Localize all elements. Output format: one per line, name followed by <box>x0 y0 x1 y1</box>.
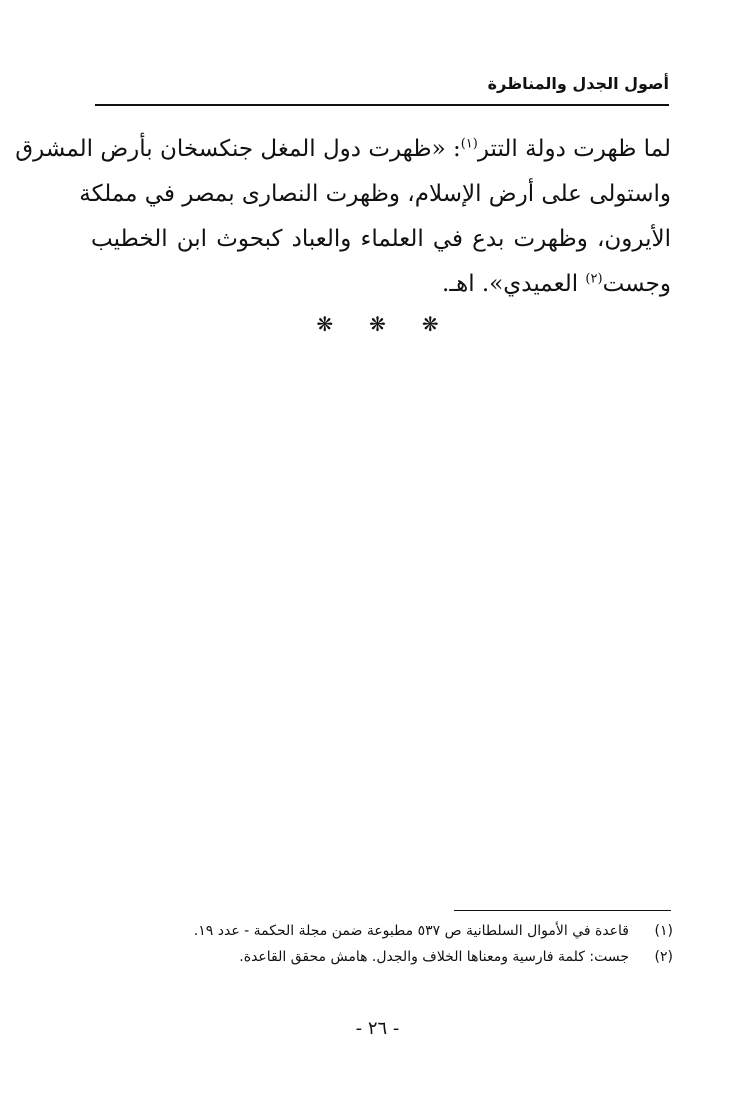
asterism-star: ❋ <box>421 312 439 336</box>
footnote-rule <box>454 910 671 911</box>
footnote-1-text: قاعدة في الأموال السلطانية ص ٥٣٧ مطبوعة ضمن مجلة الحكمة - عدد ١٩. <box>193 923 629 939</box>
body-line-4-start: وجست <box>602 271 671 297</box>
asterism-star: ❋ <box>316 312 334 336</box>
footnote-1 <box>153 918 673 944</box>
body-line-1 <box>15 127 671 172</box>
body-line-2: واستولى على أرض الإسلام، وظهرت النصارى بمصر في مملكة <box>79 181 671 207</box>
running-head-title: أصول الجدل والمناظرة <box>487 74 669 93</box>
page-number: - ٢٦ - <box>355 1018 400 1039</box>
body-line-1-start: لما ظهرت دولة التتر <box>477 136 671 162</box>
body-line-4-end: العميدي». اهـ. <box>442 271 586 297</box>
body-line-3: الأيرون، وظهرت بدع في العلماء والعباد كبحوث ابن الخطيب <box>91 226 671 252</box>
header-rule <box>95 104 669 106</box>
footnote-2-number: (٢) <box>654 949 673 965</box>
asterism-star: ❋ <box>369 312 386 336</box>
main-paragraph <box>15 127 671 307</box>
footnote-ref-1: (١) <box>460 136 478 152</box>
footnote-1-number: (١) <box>654 923 673 939</box>
body-line-1-end: : «ظهرت دول المغل جنكسخان بأرض المشرق <box>15 136 461 162</box>
footnote-ref-2: (٢) <box>585 271 603 287</box>
section-divider <box>0 312 755 336</box>
footnotes <box>153 918 673 970</box>
footnote-2-text: جست: كلمة فارسية ومعناها الخلاف والجدل. هامش محقق القاعدة. <box>239 949 629 965</box>
footnote-2 <box>153 944 673 970</box>
body-line-4 <box>91 262 671 307</box>
